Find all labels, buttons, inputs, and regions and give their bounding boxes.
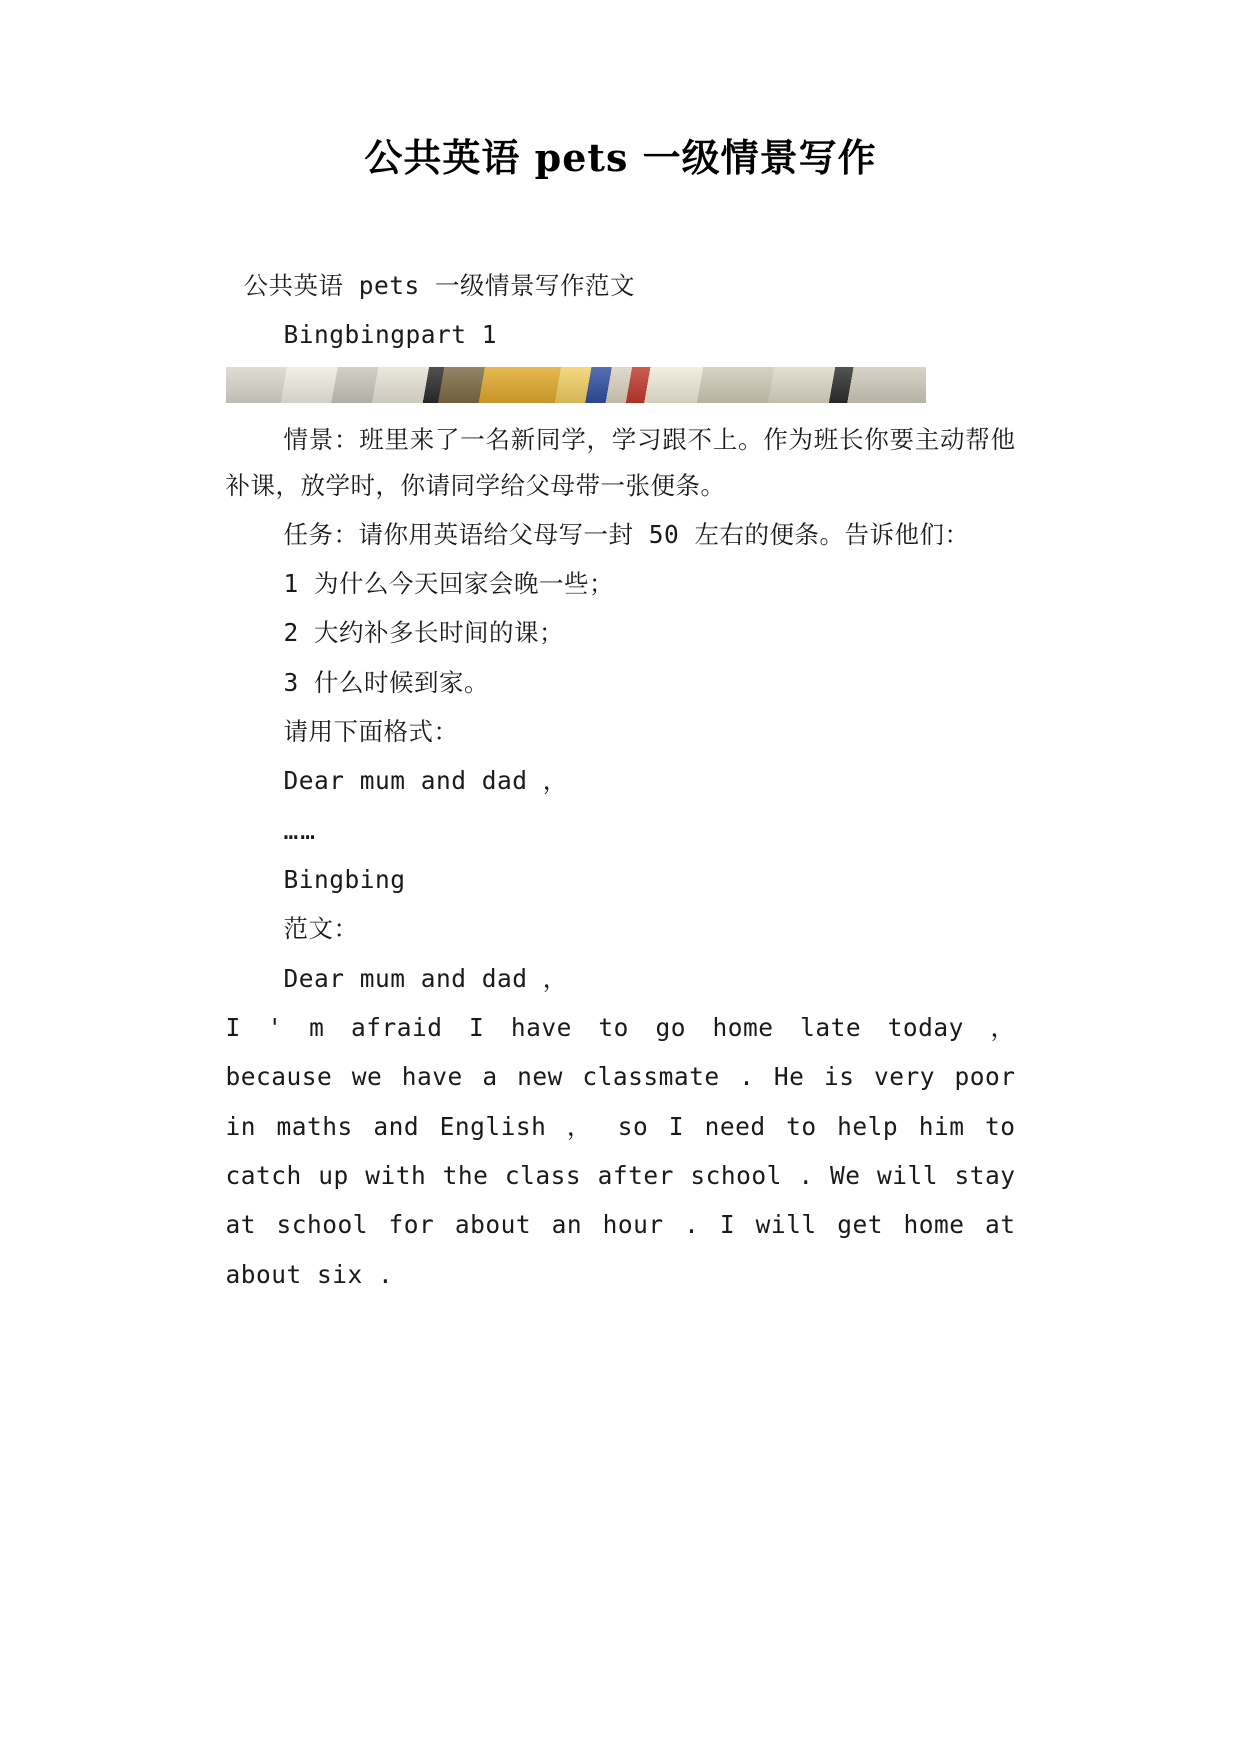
model-line-1: I ' m afraid I have to go home late today ， [225,1012,1016,1042]
model-salutation: Dear mum and dad ， [283,963,568,993]
part-label: Bingbingpart 1 [283,319,498,349]
keyboard-photo-band [226,367,926,403]
model-line-6: about six . [225,1259,394,1289]
model-line-4: catch up with the class after school . We will stay [225,1160,1016,1190]
subtitle-line: 公共英语 pets 一级情景写作范文 [243,270,636,300]
task-item-2: 2 大约补多长时间的课； [283,618,564,648]
scenario-paragraph: 情景：班里来了一名新同学，学习跟不上。作为班长你要主动帮他补课，放学时，你请同学给父母带一张便条。 [225,425,1016,500]
document-body [226,181,1016,1297]
task-item-3: 3 什么时候到家。 [283,667,489,697]
model-line-3: in maths and English ， so I need to help him to [225,1111,1016,1141]
model-line-5: at school for about an hour . I will get home at [225,1210,1016,1240]
task-paragraph: 任务：请你用英语给父母写一封 50 左右的便条。告诉他们： [283,519,970,549]
task-item-1: 1 为什么今天回家会晚一些； [283,569,614,599]
format-ellipsis: …… [283,815,318,845]
format-signature: Bingbing [283,865,406,895]
format-label: 请用下面格式： [283,717,459,747]
model-line-2: because we have a new classmate . He is very poor [225,1062,1016,1092]
page-title: 公共英语 pets 一级情景写作 [364,135,877,180]
model-essay-label: 范文： [283,914,359,944]
format-salutation: Dear mum and dad ， [283,766,568,796]
